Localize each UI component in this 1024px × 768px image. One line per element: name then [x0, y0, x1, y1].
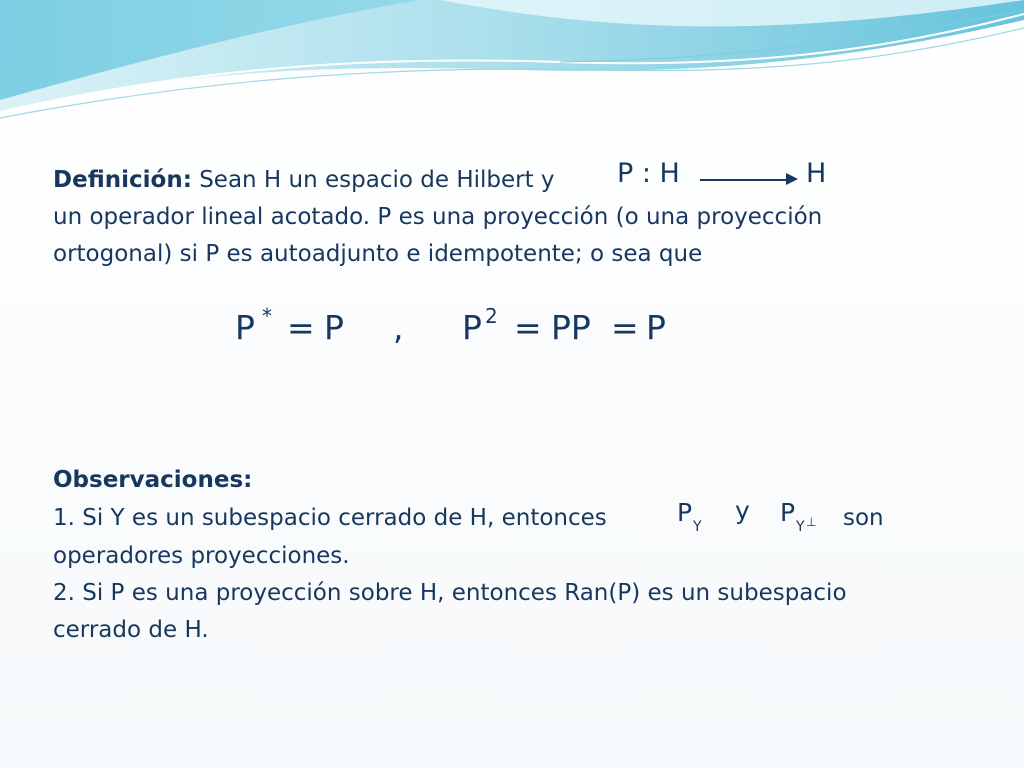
operator-map-arrow-line	[700, 179, 788, 181]
eq-p-rhs-1: P	[324, 308, 344, 347]
eq-two-superscript: 2	[485, 304, 498, 328]
observation-1-end: son	[843, 505, 884, 531]
observation-conjunction: y	[735, 496, 750, 525]
projection-py-perp-subscript: Y	[796, 519, 805, 535]
definition-text-1: Sean H un espacio de Hilbert y	[199, 167, 555, 193]
eq-star-superscript: *	[262, 304, 272, 328]
eq-p-adjoint: P	[235, 308, 255, 347]
header-wave-decoration	[0, 0, 1024, 130]
definition-label: Definición:	[53, 167, 192, 193]
projection-py-perp: P	[780, 498, 796, 527]
observation-2-line-2: cerrado de H.	[53, 617, 209, 643]
eq-equals-3: =	[611, 308, 639, 347]
definition-line-3: ortogonal) si P es autoadjunto e idempotente; o sea que	[53, 241, 703, 267]
operator-map-lhs: P : H	[617, 158, 680, 189]
perp-symbol: ⊥	[806, 515, 817, 529]
operator-map-rhs: H	[806, 158, 827, 189]
eq-comma: ,	[393, 308, 404, 347]
eq-equals-1: =	[287, 308, 315, 347]
projection-py: P	[677, 498, 693, 527]
definition-line-2: un operador lineal acotado. P es una proyección (o una proyección	[53, 204, 823, 230]
eq-pp: PP	[551, 308, 591, 347]
eq-p-squared: P	[462, 308, 482, 347]
observation-2-line-1: 2. Si P es una proyección sobre H, entonces Ran(P) es un subespacio	[53, 580, 847, 606]
eq-equals-2: =	[514, 308, 542, 347]
observations-title: Observaciones:	[53, 467, 253, 493]
observation-1-text: 1. Si Y es un subespacio cerrado de H, entonces	[53, 505, 607, 531]
definition-line-1	[53, 162, 555, 199]
right-arrow-icon	[786, 173, 798, 185]
eq-p-rhs-2: P	[646, 308, 666, 347]
observation-1-line-2: operadores proyecciones.	[53, 543, 350, 569]
projection-py-subscript: Y	[693, 519, 702, 535]
